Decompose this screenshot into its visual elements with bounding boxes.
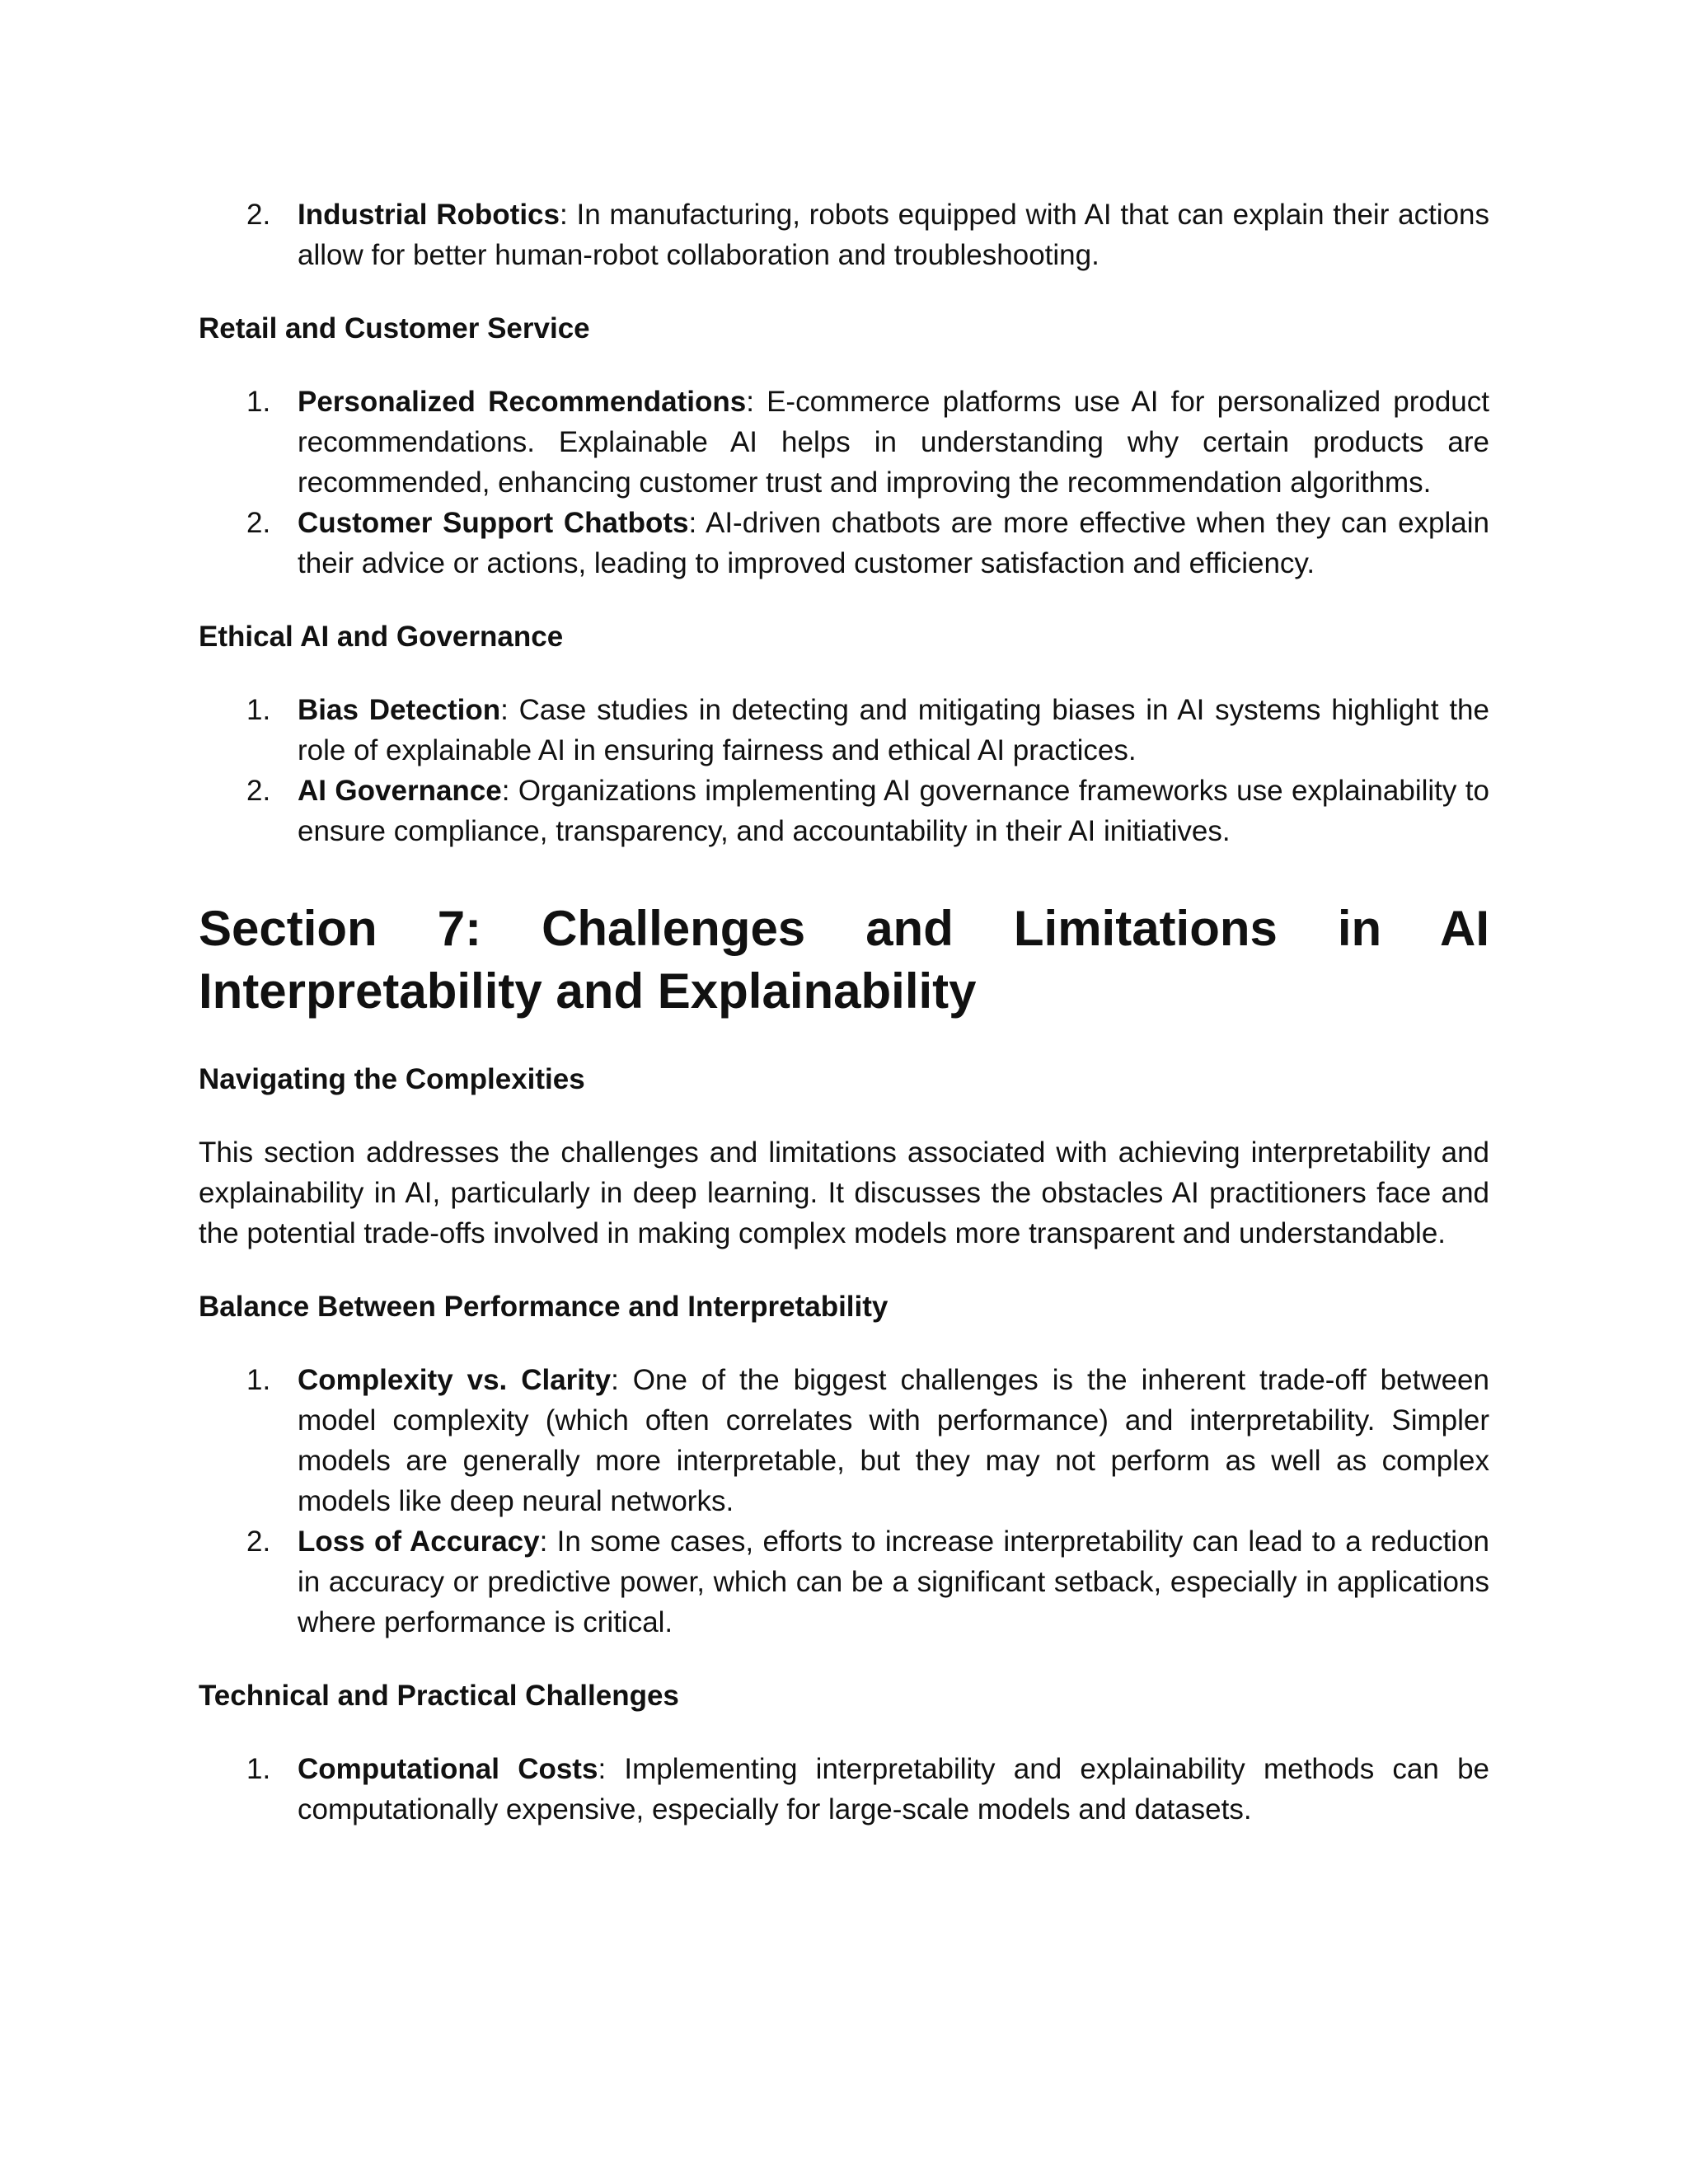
list-item <box>199 503 1489 583</box>
item-term: Computational Costs <box>298 1753 598 1785</box>
list-item <box>199 194 1489 275</box>
subheading-technical: Technical and Practical Challenges <box>199 1680 679 1712</box>
list-retail <box>199 382 1489 583</box>
item-text: : One of the biggest challenges is the inherent trade-off between model complexity (which often correlates with performance) and interpretability. Simpler models are generally more interpretable, but they may not perform as well as complex models like deep neural networks. <box>298 1364 1489 1517</box>
item-text: : AI-driven chatbots are more effective when they can explain their advice or actions, leading to improved customer satisfaction and efficiency. <box>298 507 1489 579</box>
item-term: Bias Detection <box>298 694 501 726</box>
item-number: 1. <box>246 1364 271 1396</box>
item-term: Industrial Robotics <box>298 199 560 231</box>
item-term: AI Governance <box>298 775 502 807</box>
list-item <box>199 1360 1489 1521</box>
item-text: : In some cases, efforts to increase interpretability can lead to a reduction in accuracy or predictive power, which can be a significant setback, especially in applications where performance is critical. <box>298 1526 1489 1638</box>
item-term: Customer Support Chatbots <box>298 507 689 539</box>
item-term: Personalized Recommendations <box>298 386 747 418</box>
item-number: 1. <box>246 694 271 726</box>
item-text: : Case studies in detecting and mitigating biases in AI systems highlight the role of explainable AI in ensuring fairness and ethical AI practices. <box>298 694 1489 766</box>
item-number: 2. <box>246 1526 271 1558</box>
item-text: : In manufacturing, robots equipped with AI that can explain their actions allow for better human-robot collaboration and troubleshooting. <box>298 199 1490 271</box>
list-item <box>199 382 1489 503</box>
document-page <box>199 194 1489 1830</box>
list-item <box>199 1521 1489 1643</box>
item-number: 1. <box>246 1753 271 1785</box>
list-balance <box>199 1360 1489 1643</box>
item-term: Complexity vs. Clarity <box>298 1364 612 1396</box>
item-term: Loss of Accuracy <box>298 1526 540 1558</box>
item-number: 2. <box>246 775 271 807</box>
item-number: 2. <box>246 199 271 231</box>
list-technical <box>199 1749 1489 1830</box>
item-text: : Organizations implementing AI governance frameworks use explainability to ensure compliance, transparency, and accountability in their AI initiatives. <box>298 775 1489 847</box>
item-number: 1. <box>246 386 271 418</box>
list-item <box>199 690 1489 771</box>
list-item <box>199 771 1489 851</box>
item-number: 2. <box>246 507 271 539</box>
subheading-navigating: Navigating the Complexities <box>199 1063 585 1095</box>
list-ethics <box>199 690 1489 851</box>
subheading-balance: Balance Between Performance and Interpretability <box>199 1291 889 1323</box>
list-item <box>199 1749 1489 1830</box>
item-text: : E-commerce platforms use AI for personalized product recommendations. Explainable AI helps in understanding why certain products are recommended, enhancing customer trust and improving the recommendation algorithms. <box>298 386 1489 499</box>
subheading-retail: Retail and Customer Service <box>199 312 590 344</box>
item-text: : Implementing interpretability and explainability methods can be computationally expensive, especially for large-scale models and datasets. <box>298 1753 1489 1825</box>
subheading-ethics: Ethical AI and Governance <box>199 621 564 653</box>
section-title: Section 7: Challenges and Limitations in AI Interpretability and Explainability <box>199 901 1489 1019</box>
intro-paragraph: This section addresses the challenges and limitations associated with achieving interpretability and explainability in AI, particularly in deep learning. It discusses the obstacles AI practitioners face and the potential trade-offs involved in making complex models more transparent and understandable. <box>199 1137 1489 1249</box>
list-industrial <box>199 194 1489 275</box>
